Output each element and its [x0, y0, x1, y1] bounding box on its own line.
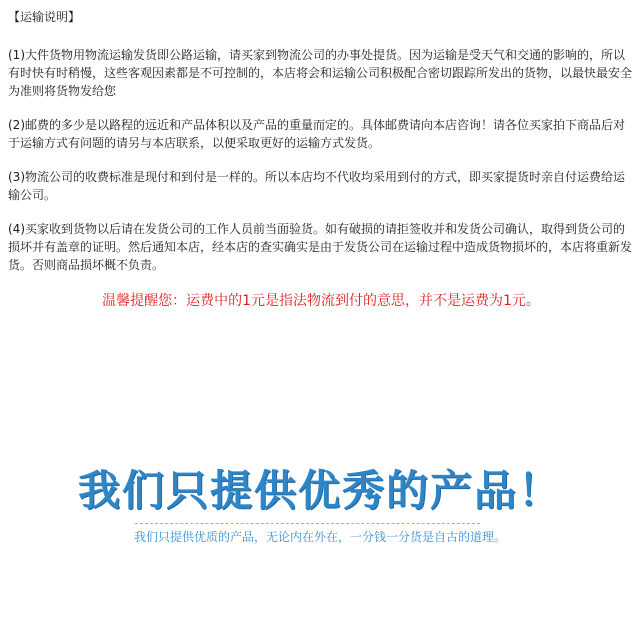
note-paragraph-4: (4)买家收到货物以后请在发货公司的工作人员前当面验货。如有破损的请拒签收并和发货公司确认，取得到货公司的损坏并有盖章的证明。然后通知本店，经本店的查实确实是由于发货公司在运输过程中造成货物损坏的，本店将重新发货。否则商品损坏概不负责。	[8, 222, 633, 272]
section-heading: 【运输说明】	[8, 10, 81, 24]
shipping-fee-reminder: 温馨提醒您：运费中的1元是指法物流到付的意思，并不是运费为1元。	[102, 293, 540, 309]
slogan-subtitle: 我们只提供优质的产品，无论内在外在，一分钱一分货是自古的道理。	[133, 530, 506, 544]
slogan-title: 我们只提供优秀的产品！	[77, 466, 562, 515]
note-paragraph-2: (2)邮费的多少是以路程的远近和产品体积以及产品的重量而定的。具体邮费请向本店咨询！请各位买家拍下商品后对于运输方式有问题的请另与本店联系，以便采取更好的运输方式发货。	[8, 118, 626, 150]
shipping-notes	[8, 8, 634, 312]
note-paragraph-1: (1)大件货物用物流运输发货即公路运输，请买家到物流公司的办事处提货。因为运输是受天气和交通的影响的，所以有时快有时稍慢，这些客观因素都是不可控制的，本店将会和运输公司积极配合密切跟踪所发出的货物，以最快最安全为准则将货物发给您	[8, 48, 633, 98]
note-paragraph-3: (3)物流公司的收费标准是现付和到付是一样的。所以本店均不代收均采用到付的方式，即买家提货时亲自付运费给运输公司。	[8, 170, 626, 202]
slogan-divider	[135, 523, 480, 524]
